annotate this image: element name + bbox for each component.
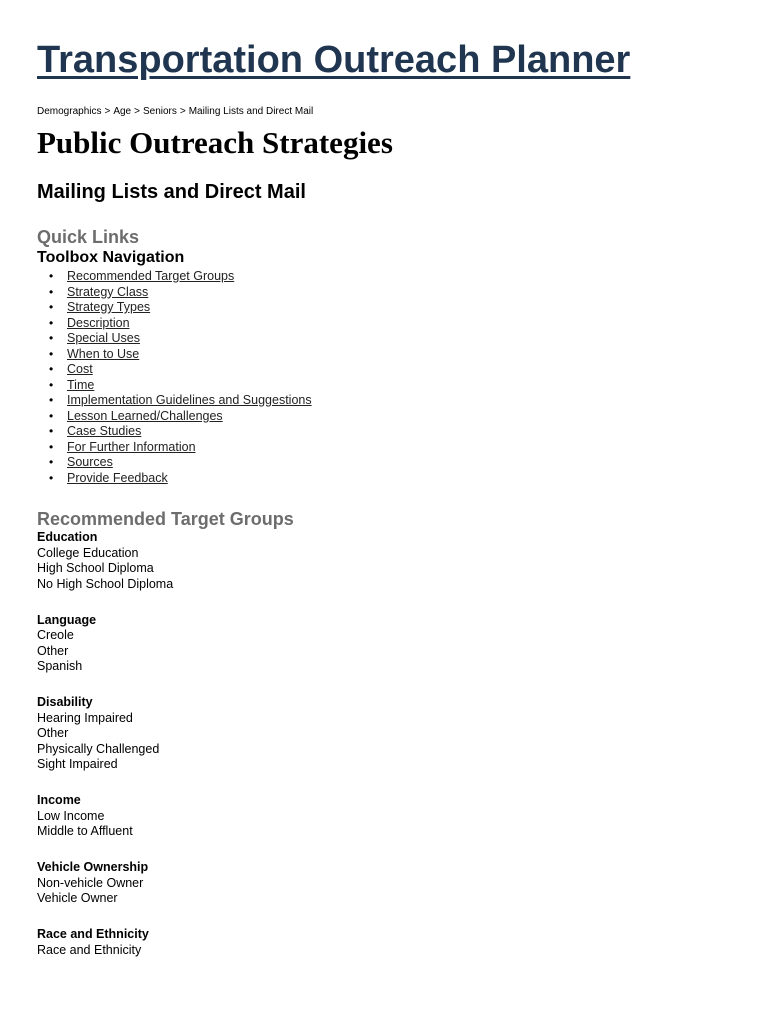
nav-link-for-further-information[interactable]: For Further Information — [67, 439, 196, 454]
target-group-item: Sight Impaired — [37, 757, 118, 771]
target-groups-list — [37, 530, 637, 979]
nav-list-item — [37, 455, 312, 471]
nav-list-item — [37, 300, 312, 316]
breadcrumb — [37, 105, 313, 119]
breadcrumb-separator: > — [134, 106, 140, 117]
nav-list-item — [37, 409, 312, 425]
target-group-item: Hearing Impaired — [37, 710, 133, 725]
target-group-name: Disability — [37, 695, 93, 709]
target-group — [37, 695, 637, 773]
nav-link-case-studies[interactable]: Case Studies — [67, 424, 142, 438]
target-group-item: Other — [37, 726, 69, 740]
nav-list-item — [37, 424, 312, 440]
breadcrumb-separator: > — [179, 106, 186, 117]
nav-link-implementation-guidelines-and-suggestions[interactable]: Implementation Guidelines and Suggestions — [67, 393, 312, 407]
target-group-name: Education — [37, 530, 98, 544]
quick-links-heading: Quick Links — [37, 227, 140, 247]
target-group — [37, 793, 637, 840]
target-group-name: Language — [37, 612, 97, 627]
target-group-name: Vehicle Ownership — [37, 860, 149, 874]
breadcrumb-item[interactable]: Seniors — [142, 106, 177, 117]
nav-list-item — [37, 440, 312, 456]
breadcrumb-separator: > — [104, 106, 111, 117]
breadcrumb-item[interactable]: Demographics — [37, 106, 102, 117]
nav-link-special-uses[interactable]: Special Uses — [67, 331, 140, 345]
target-group-name: Income — [37, 793, 81, 807]
nav-list-item — [37, 471, 312, 487]
target-group-item: High School Diploma — [37, 561, 154, 575]
target-group-item: Spanish — [37, 659, 83, 673]
nav-list-item — [37, 316, 312, 332]
target-group-item: Non-vehicle Owner — [37, 875, 144, 890]
nav-list-item — [37, 378, 312, 394]
nav-link-strategy-class[interactable]: Strategy Class — [67, 284, 149, 299]
nav-link-strategy-types[interactable]: Strategy Types — [67, 300, 151, 314]
nav-link-provide-feedback[interactable]: Provide Feedback — [67, 470, 168, 485]
target-group — [37, 530, 637, 592]
nav-link-when-to-use[interactable]: When to Use — [67, 346, 140, 361]
target-group-item: Physically Challenged — [37, 741, 160, 756]
target-group-item: Other — [37, 643, 69, 658]
target-group-item: College Education — [37, 545, 139, 560]
target-group — [37, 927, 637, 958]
target-group-item: Vehicle Owner — [37, 891, 118, 905]
target-group-item: Middle to Affluent — [37, 824, 133, 838]
target-groups-heading: Recommended Target Groups — [37, 509, 294, 529]
target-group — [37, 860, 637, 907]
toolbox-navigation-heading: Toolbox Navigation — [37, 249, 185, 266]
target-group — [37, 613, 637, 675]
target-group-item: Creole — [37, 628, 74, 642]
site-title[interactable]: Transportation Outreach Planner — [37, 39, 631, 81]
nav-link-lesson-learned-challenges[interactable]: Lesson Learned/Challenges — [67, 408, 223, 423]
nav-list-item — [37, 331, 312, 347]
target-group-item: Race and Ethnicity — [37, 942, 142, 957]
nav-list-item — [37, 347, 312, 363]
toolbox-navigation-list — [37, 269, 312, 486]
page-subtitle: Mailing Lists and Direct Mail — [37, 181, 306, 203]
breadcrumb-item[interactable]: Age — [113, 106, 132, 117]
target-group-item: No High School Diploma — [37, 576, 174, 591]
target-group-item: Low Income — [37, 808, 105, 823]
target-group-name: Race and Ethnicity — [37, 927, 149, 941]
nav-link-cost[interactable]: Cost — [67, 362, 93, 376]
nav-list-item — [37, 393, 312, 409]
nav-link-sources[interactable]: Sources — [67, 455, 113, 469]
breadcrumb-current: Mailing Lists and Direct Mail — [188, 106, 314, 117]
nav-list-item — [37, 269, 312, 285]
nav-link-recommended-target-groups[interactable]: Recommended Target Groups — [67, 269, 235, 283]
nav-list-item — [37, 285, 312, 301]
nav-link-time[interactable]: Time — [67, 377, 95, 392]
nav-link-description[interactable]: Description — [67, 315, 130, 330]
page-title: Public Outreach Strategies — [37, 125, 393, 160]
nav-list-item — [37, 362, 312, 378]
